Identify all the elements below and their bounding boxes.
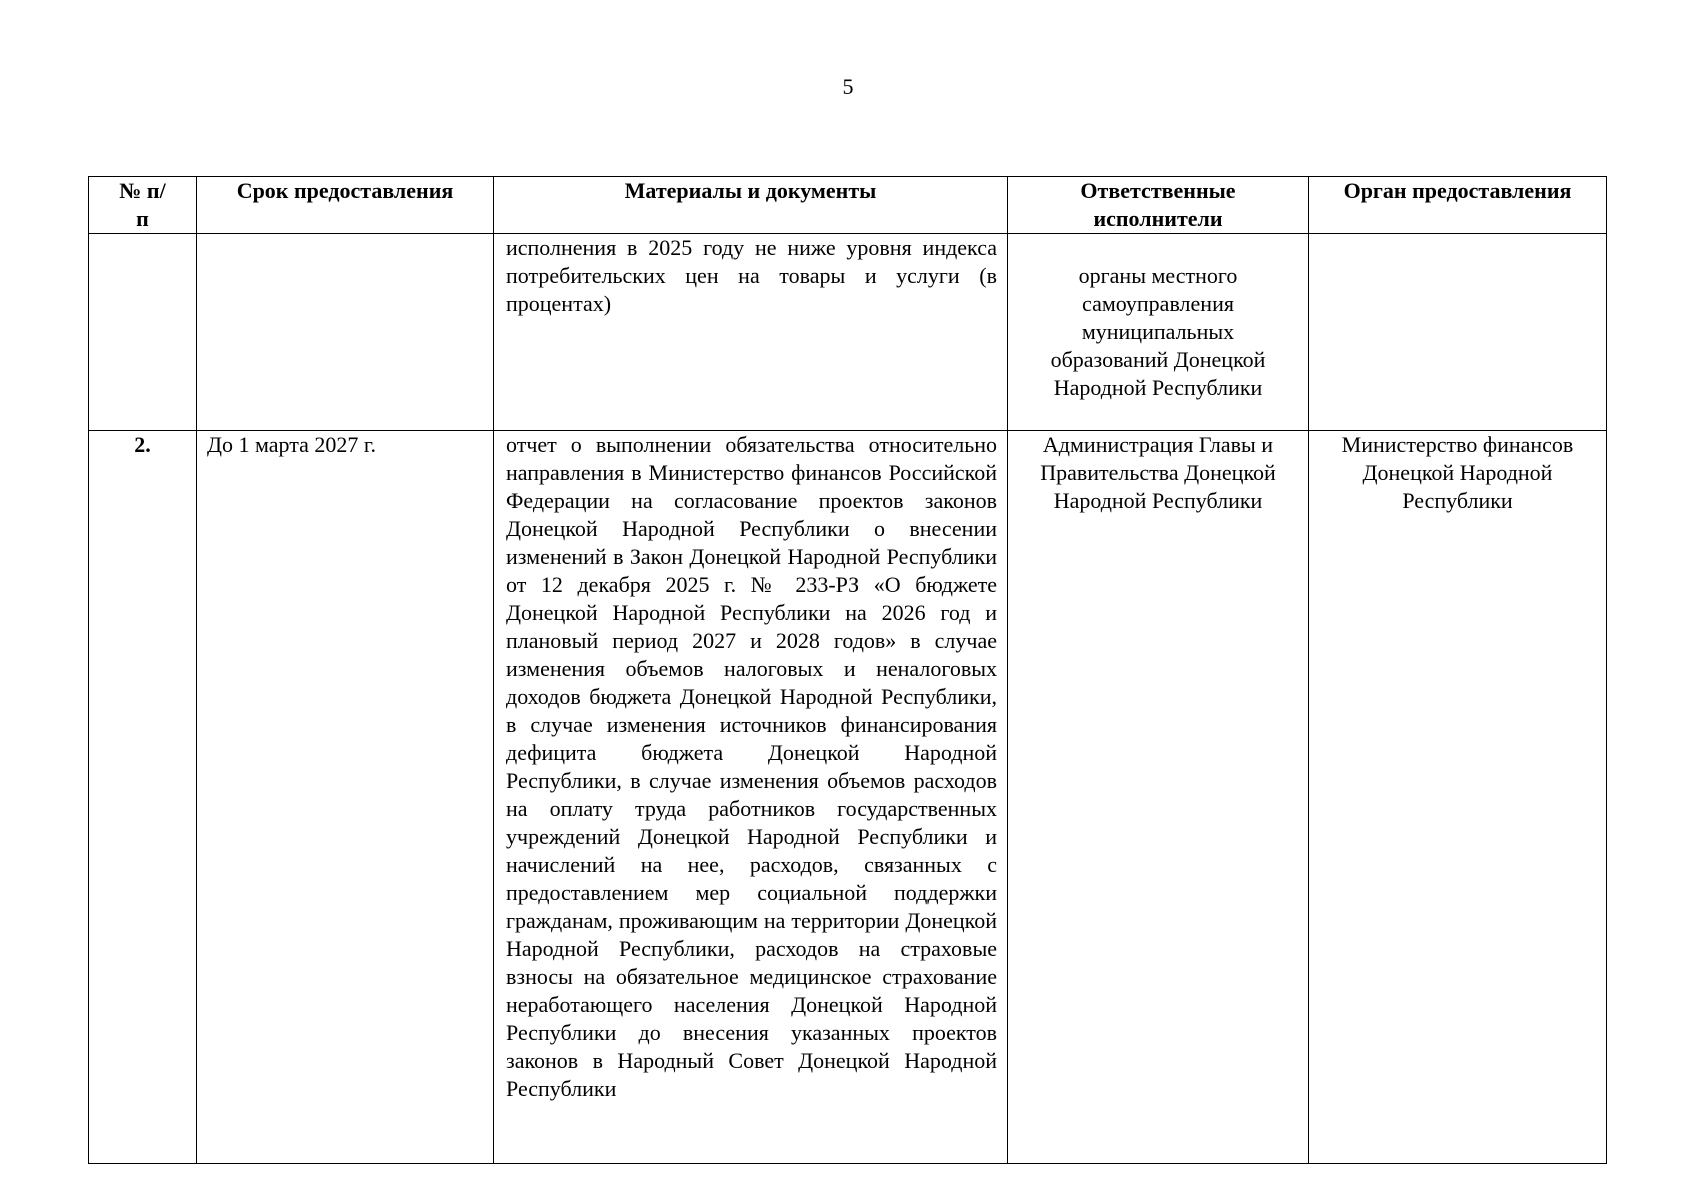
row-responsible: органы местного самоуправления муниципальных образований Донецкой Народной Республики [1008, 234, 1309, 431]
page-number: 5 [842, 74, 854, 99]
table-row [89, 234, 1607, 431]
header-deadline: Срок предоставления [197, 177, 494, 234]
row-deadline [197, 234, 494, 431]
document-table [88, 176, 1607, 1164]
row-authority: Министерство финансов Донецкой Народной Республики [1309, 431, 1607, 1164]
row-responsible: Администрация Главы и Правительства Донецкой Народной Республики [1008, 431, 1309, 1164]
header-authority: Орган предоставления [1309, 177, 1607, 234]
row-authority [1309, 234, 1607, 431]
header-materials: Материалы и документы [494, 177, 1008, 234]
header-responsible: Ответственные исполнители [1008, 177, 1309, 234]
row-num [89, 234, 197, 431]
table-header-row [89, 177, 1607, 234]
table-row [89, 431, 1607, 1164]
row-num: 2. [89, 431, 197, 1164]
row-deadline: До 1 марта 2027 г. [197, 431, 494, 1164]
row-materials [494, 431, 1008, 1164]
row-materials-text: исполнения в 2025 году не ниже уровня индекса потребительских цен на товары и услуги (в процентах) [506, 235, 997, 316]
row-materials [494, 234, 1008, 431]
row-materials-text: отчет о выполнении обязательства относительно направления в Министерство финансов Российской Федерации на согласование проектов законов Донецкой Народной Республики о внесении изменений в Закон Донецкой Народной Республики от 12 декабря 2025 г. № 233-РЗ «О бюджете Донецкой Народной Республики на 2026 год и плановый период 2027 и 2028 годов» в случае изменения объемов налоговых и неналоговых доходов бюджета Донецкой Народной Республики, в случае изменения источников финансирования дефицита бюджета Донецкой Народной Республики, в случае изменения объемов расходов на оплату труда работников государственных учреждений Донецкой Народной Республики и начислений на нее, расходов, связанных с предоставлением мер социальной поддержки гражданам, проживающим на территории Донецкой Народной Республики, расходов на страховые взносы на обязательное медицинское страхование неработающего населения Донецкой Народной Республики до внесения указанных проектов законов в Народный Совет Донецкой Народной Республики [506, 432, 997, 1101]
header-num: № п/п [89, 177, 197, 234]
